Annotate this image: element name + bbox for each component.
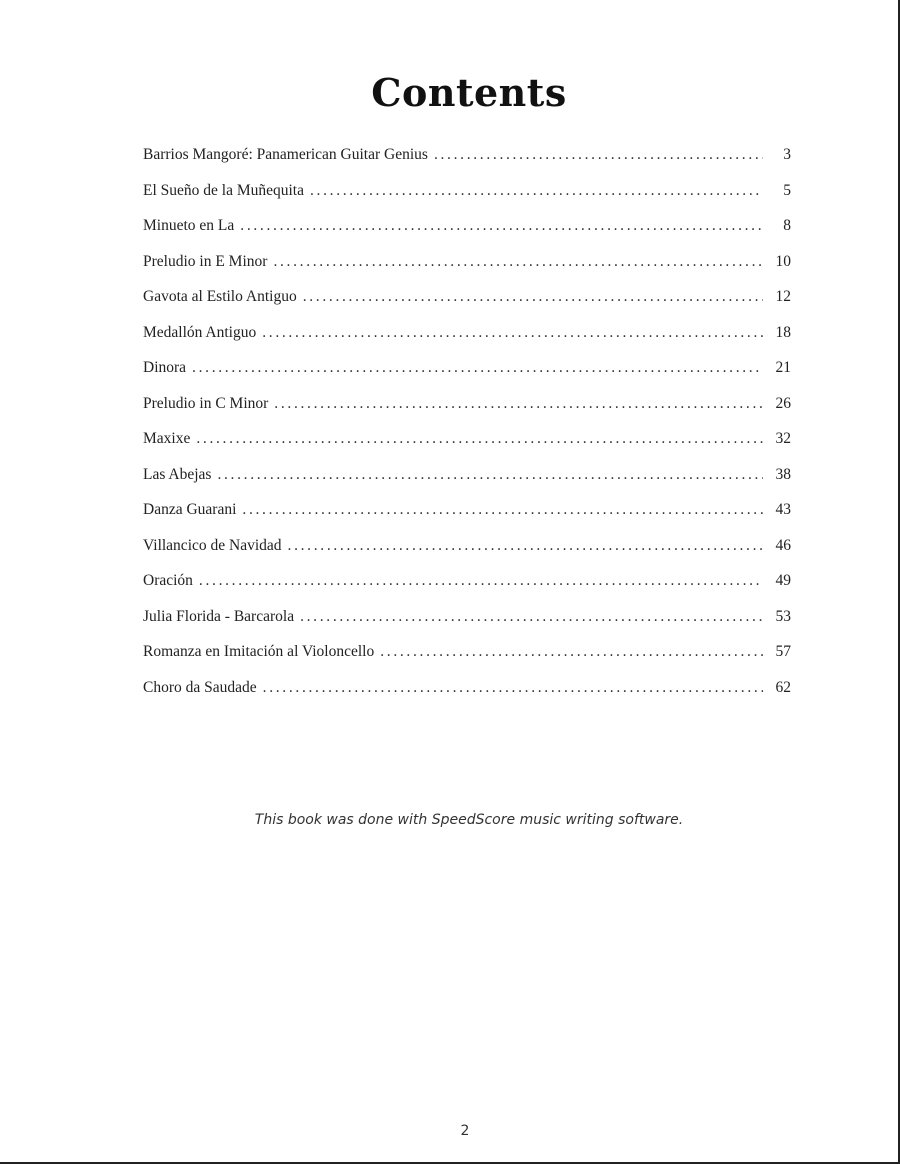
toc-entry-title: Medallón Antiguo <box>143 323 257 341</box>
toc-entry-title: Danza Guarani <box>143 501 237 518</box>
toc-entry <box>143 182 791 218</box>
toc-entry <box>143 430 791 466</box>
toc-entry-page: 8 <box>783 217 791 234</box>
dot-leader <box>300 608 763 626</box>
toc-entry-title: Preludio in C Minor <box>143 394 269 412</box>
toc-entry-page: 62 <box>775 678 791 696</box>
dot-leader <box>288 537 763 555</box>
toc-entry-title: Preludio in E Minor <box>143 252 268 270</box>
toc-entry-page: 26 <box>775 394 791 412</box>
toc-entry-page: 49 <box>775 572 791 589</box>
toc-entry-title: Minueto en La <box>143 217 235 234</box>
dot-leader <box>192 359 763 377</box>
dot-leader <box>242 501 763 519</box>
dot-leader <box>262 324 763 342</box>
toc-entry-title: Romanza en Imitación al Violoncello <box>143 643 375 660</box>
toc-entry <box>143 608 791 644</box>
toc-entry-page: 57 <box>775 643 791 660</box>
toc-entry-page: 18 <box>775 323 791 341</box>
toc-entry-title: Villancico de Navidad <box>143 536 282 554</box>
toc-entry-page: 32 <box>775 430 791 447</box>
table-of-contents <box>143 146 791 714</box>
toc-entry <box>143 324 791 360</box>
toc-entry <box>143 395 791 431</box>
dot-leader <box>273 253 763 271</box>
dot-leader <box>434 146 763 164</box>
software-credit-note: This book was done with SpeedScore music writing software. <box>254 812 684 828</box>
toc-entry <box>143 466 791 502</box>
toc-entry-title: El Sueño de la Muñequita <box>143 181 304 199</box>
toc-entry <box>143 253 791 289</box>
toc-entry-title: Las Abejas <box>143 465 212 483</box>
toc-entry-title: Maxixe <box>143 430 191 447</box>
dot-leader <box>263 679 763 697</box>
dot-leader <box>380 643 763 661</box>
toc-entry-title: Gavota al Estilo Antiguo <box>143 288 297 305</box>
dot-leader <box>310 182 763 200</box>
dot-leader <box>240 217 763 235</box>
toc-entry-page: 21 <box>775 359 791 376</box>
toc-entry-page: 3 <box>783 146 791 163</box>
toc-entry <box>143 537 791 573</box>
dot-leader <box>199 572 763 590</box>
toc-entry-page: 46 <box>775 536 791 554</box>
toc-entry-title: Choro da Saudade <box>143 678 257 696</box>
dot-leader <box>274 395 763 413</box>
toc-entry <box>143 679 791 715</box>
toc-entry <box>143 572 791 608</box>
toc-entry-page: 12 <box>775 288 791 305</box>
toc-entry-title: Dinora <box>143 359 187 376</box>
page-number: 2 <box>460 1123 470 1139</box>
toc-entry <box>143 146 791 182</box>
toc-entry <box>143 501 791 537</box>
toc-entry-page: 43 <box>775 501 791 518</box>
toc-entry-page: 10 <box>775 252 791 270</box>
page-title: Contents <box>371 70 567 115</box>
toc-entry-title: Barrios Mangoré: Panamerican Guitar Genius <box>143 146 428 163</box>
toc-entry-title: Oración <box>143 572 193 589</box>
toc-entry-page: 38 <box>775 465 791 483</box>
toc-entry-page: 53 <box>775 607 791 625</box>
toc-entry <box>143 217 791 253</box>
toc-entry <box>143 643 791 679</box>
toc-entry-title: Julia Florida - Barcarola <box>143 607 295 625</box>
dot-leader <box>196 430 763 448</box>
toc-entry <box>143 288 791 324</box>
toc-entry <box>143 359 791 395</box>
dot-leader <box>303 288 763 306</box>
toc-entry-page: 5 <box>783 181 791 199</box>
dot-leader <box>217 466 763 484</box>
